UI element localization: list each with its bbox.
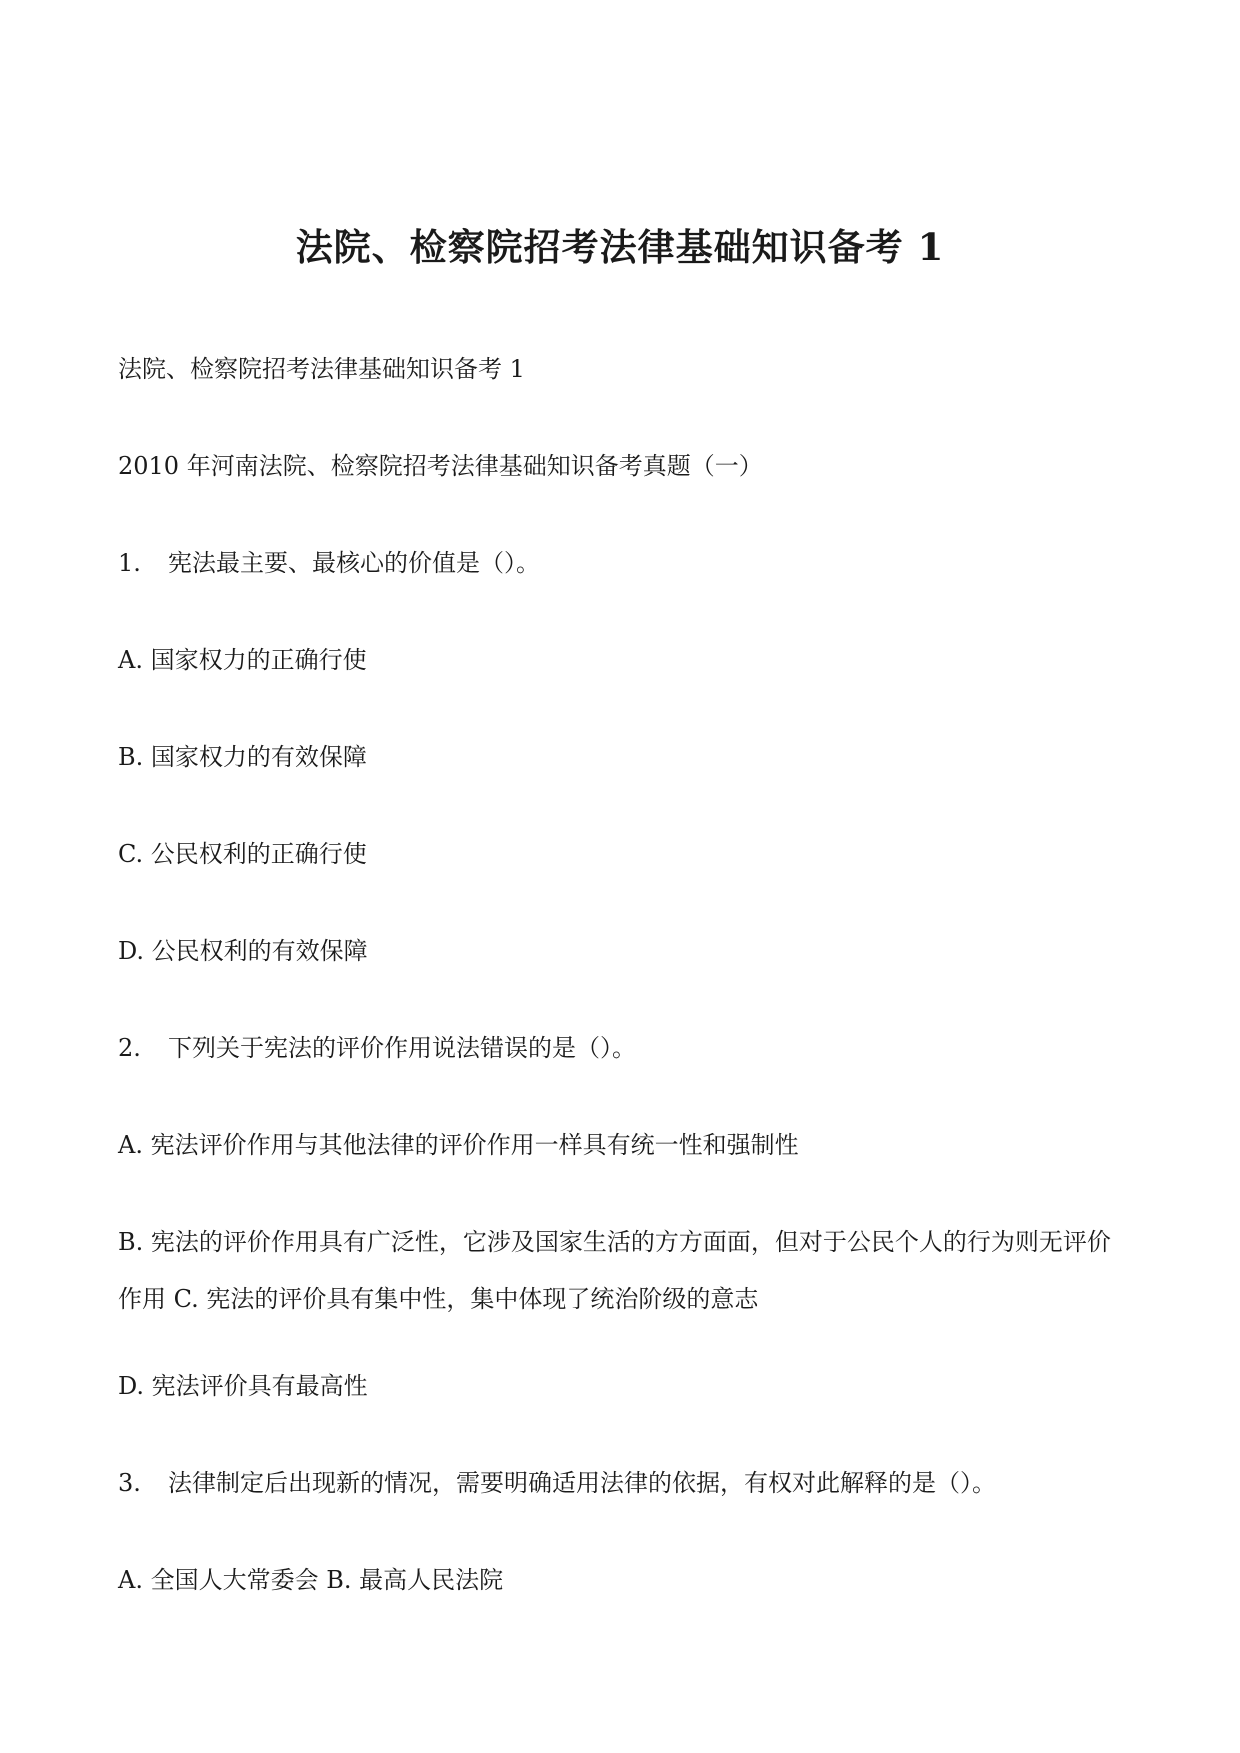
question-3 — [118, 1466, 1128, 1500]
question-stem: 下列关于宪法的评价作用说法错误的是（）。 — [168, 1034, 636, 1062]
document-subtitle: 法院、检察院招考法律基础知识备考 1 — [118, 355, 525, 383]
question-number: 1. — [118, 549, 141, 577]
option-1c: C. 公民权利的正确行使 — [118, 840, 367, 868]
option-1d: D. 公民权利的有效保障 — [118, 937, 368, 965]
option-3ab: A. 全国人大常委会 B. 最高人民法院 — [118, 1566, 504, 1594]
option-1a: A. 国家权力的正确行使 — [118, 646, 367, 674]
document-title: 法院、检察院招考法律基础知识备考 1 — [295, 225, 945, 269]
question-stem: 宪法最主要、最核心的价值是（）。 — [168, 549, 540, 577]
option-2d: D. 宪法评价具有最高性 — [118, 1372, 368, 1400]
question-number: 3. — [118, 1469, 141, 1497]
question-2 — [118, 1031, 1128, 1065]
question-stem: 法律制定后出现新的情况，需要明确适用法律的依据，有权对此解释的是（）。 — [168, 1469, 996, 1497]
option-2a: A. 宪法评价作用与其他法律的评价作用一样具有统一性和强制性 — [118, 1131, 799, 1159]
question-1 — [118, 546, 1128, 580]
option-1b: B. 国家权力的有效保障 — [118, 743, 367, 771]
question-number: 2. — [118, 1034, 141, 1062]
exam-heading: 2010 年河南法院、检察院招考法律基础知识备考真题（一） — [118, 452, 763, 480]
option-2b: B. 宪法的评价作用具有广泛性，它涉及国家生活的方方面面，但对于公民个人的行为则无评价作用 C. 宪法的评价具有集中性，集中体现了统治阶级的意志 — [118, 1228, 1111, 1313]
